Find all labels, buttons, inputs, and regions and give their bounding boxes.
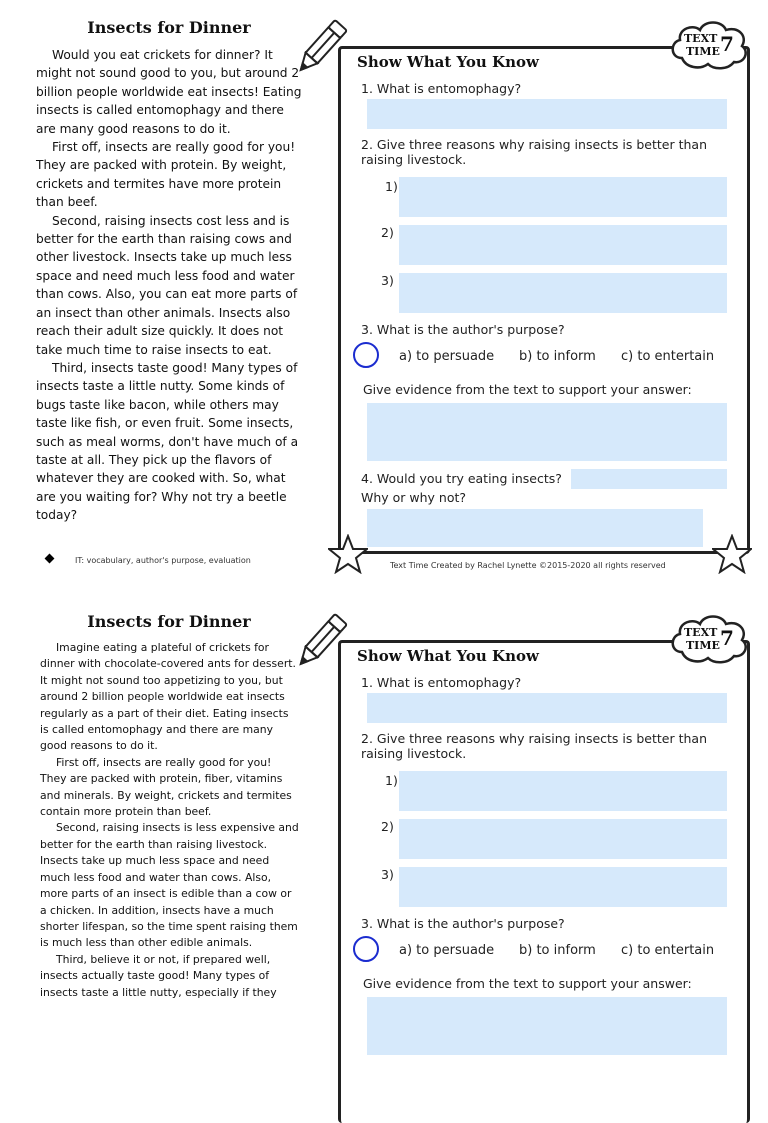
answer-2a-field[interactable] bbox=[399, 177, 727, 217]
question-3: 3. What is the author's purpose? bbox=[361, 916, 565, 931]
questions-panel bbox=[338, 640, 750, 1123]
q2-item-3: 3) bbox=[381, 867, 394, 882]
panel-heading: Show What You Know bbox=[357, 53, 539, 71]
worksheet-bottom bbox=[0, 594, 768, 1114]
question-1: 1. What is entomophagy? bbox=[361, 675, 522, 690]
text-time-badge: TEXT TIME 7 bbox=[668, 18, 750, 72]
q2-item-1: 1) bbox=[385, 179, 398, 194]
question-1: 1. What is entomophagy? bbox=[361, 81, 522, 96]
passage-text bbox=[40, 640, 300, 1001]
answer-2c-field[interactable] bbox=[399, 273, 727, 313]
option-c[interactable]: c) to entertain bbox=[621, 943, 715, 958]
panel-heading: Show What You Know bbox=[357, 647, 539, 665]
paragraph: Third, insects taste good! Many types of insects taste a little nutty. Some kinds of bugs taste like bacon, while others may taste like fish, or even fruit. Some insects, such as meal worms, don't have much of a taste at all. They pick up the flavors of whatever they are cooked with. So, what are you waiting for? Why not try a beetle today? bbox=[36, 360, 299, 523]
paragraph: Second, raising insects cost less and is better for the earth than raising cows and other livestock. Insects take up much less space and need much less food and water than cows. Also, you can eat more parts of an insect than other animals. Insects also reach their adult size quickly. It does not take much time to raise insects to eat. bbox=[36, 213, 298, 357]
answer-2b-field[interactable] bbox=[399, 225, 727, 265]
passage-title: Insects for Dinner bbox=[87, 18, 251, 37]
option-b[interactable]: b) to inform bbox=[519, 349, 596, 364]
paragraph: First off, insects are really good for you! They are packed with protein. By weight, crickets and termites have more protein than beef. bbox=[36, 140, 296, 210]
question-4b: Why or why not? bbox=[361, 490, 467, 505]
selected-answer-circle bbox=[353, 342, 379, 368]
evidence-field[interactable] bbox=[367, 403, 727, 461]
answer-1-field[interactable] bbox=[367, 99, 727, 129]
q2-item-3: 3) bbox=[381, 273, 394, 288]
option-a[interactable]: a) to persuade bbox=[399, 349, 495, 364]
passage-text bbox=[36, 46, 302, 525]
question-2: 2. Give three reasons why raising insects is better than raising livestock. bbox=[361, 137, 708, 167]
question-4: 4. Would you try eating insects? bbox=[361, 471, 562, 486]
option-b[interactable]: b) to inform bbox=[519, 943, 596, 958]
evidence-field[interactable] bbox=[367, 997, 727, 1055]
star-icon bbox=[328, 534, 368, 574]
answer-2a-field[interactable] bbox=[399, 771, 727, 811]
evidence-prompt: Give evidence from the text to support your answer: bbox=[363, 976, 692, 991]
question-3: 3. What is the author's purpose? bbox=[361, 322, 565, 337]
option-a[interactable]: a) to persuade bbox=[399, 943, 495, 958]
it-note: IT: vocabulary, author's purpose, evaluation bbox=[46, 556, 251, 565]
star-icon bbox=[712, 534, 752, 574]
answer-2c-field[interactable] bbox=[399, 867, 727, 907]
q2-item-2: 2) bbox=[381, 225, 394, 240]
paragraph: Second, raising insects is less expensive and better for the earth than raising livestock. Insects take up much less space and need much less food and water than cows. Also, more parts of an insect is edible than a cow or a chicken. In addition, insects have a much shorter lifespan, so the time spent raising them is much less than other edible animals. bbox=[40, 821, 299, 950]
paragraph: Would you eat crickets for dinner? It might not sound good to you, but around 2 billion people worldwide eat insects! Eating insects is called entomophagy and there are many good reasons to do it. bbox=[36, 48, 302, 136]
questions-panel bbox=[338, 46, 750, 554]
paragraph: Imagine eating a plateful of crickets for dinner with chocolate-covered ants for dessert. It might not sound too appetizing to you, but around 2 billion people worldwide eat insects regularly as a part of their diet. Eating insects is called entomophagy and there are many good reasons to do it. bbox=[40, 641, 296, 753]
copyright-footer: Text Time Created by Rachel Lynette ©2015-2020 all rights reserved bbox=[390, 561, 666, 570]
answer-2b-field[interactable] bbox=[399, 819, 727, 859]
paragraph: First off, insects are really good for you! They are packed with protein, fiber, vitamins and minerals. By weight, crickets and termites contain more protein than beef. bbox=[40, 755, 292, 819]
evidence-prompt: Give evidence from the text to support your answer: bbox=[363, 382, 692, 397]
answer-4b-field[interactable] bbox=[367, 509, 703, 547]
answer-1-field[interactable] bbox=[367, 693, 727, 723]
paragraph: Third, believe it or not, if prepared well, insects actually taste good! Many types of insects taste a little nutty, especially if they bbox=[40, 952, 277, 999]
selected-answer-circle bbox=[353, 936, 379, 962]
question-2: 2. Give three reasons why raising insects is better than raising livestock. bbox=[361, 731, 708, 761]
passage-title: Insects for Dinner bbox=[87, 612, 251, 631]
bullet-icon bbox=[45, 554, 55, 564]
answer-4-field[interactable] bbox=[571, 469, 727, 489]
option-c[interactable]: c) to entertain bbox=[621, 349, 715, 364]
text-time-badge: TEXT TIME 7 bbox=[668, 612, 750, 666]
q2-item-1: 1) bbox=[385, 773, 398, 788]
q2-item-2: 2) bbox=[381, 819, 394, 834]
